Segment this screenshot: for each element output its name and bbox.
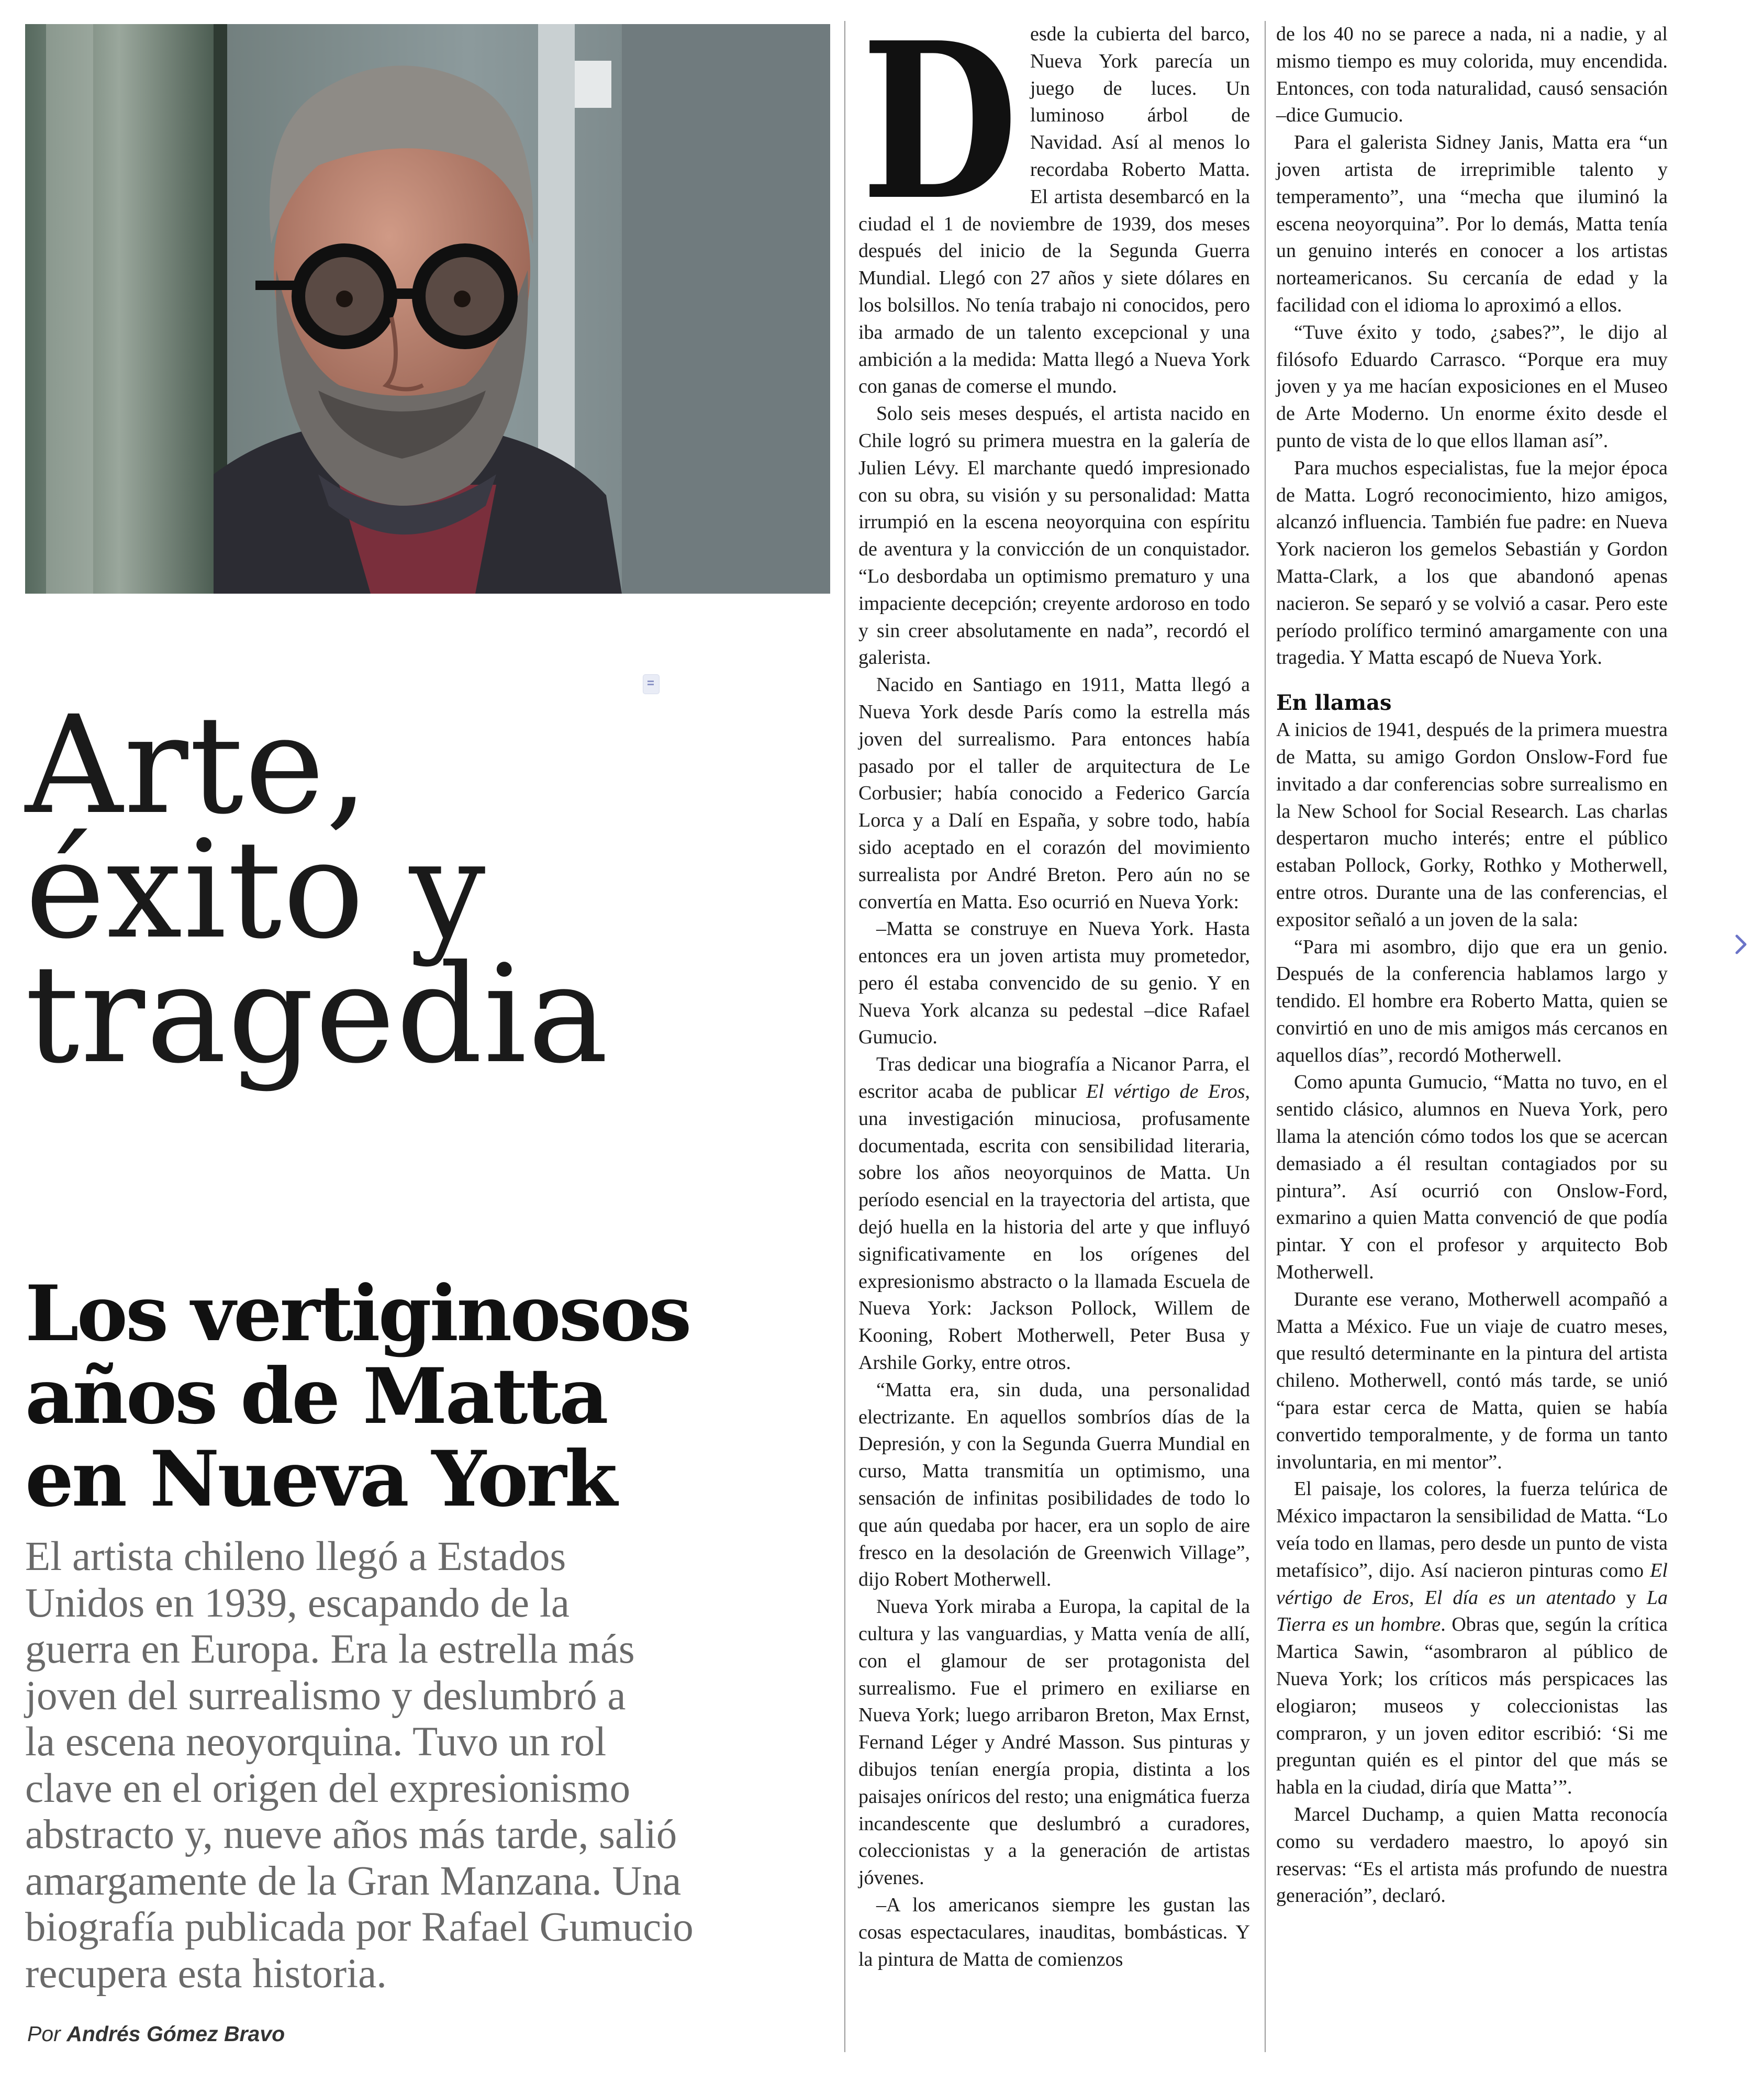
byline-author: Andrés Gómez Bravo [66, 2022, 285, 2046]
artwork-title: El día es un atentado [1424, 1586, 1616, 1609]
text-run: , una investigación minuciosa, profusamente documentada, escrita con sensibilidad literaria, sobre los años neoyorquinos de Matta. Un período esencial en la trayectoria del artista, que dejó huella en la historia del arte y que influyó significativamente en los orígenes del expresionismo abstracto o la llamada Escuela de Nueva York: Jackson Pollock, Willem de Kooning, Robert Motherwell, Peter Busa y Arshile Gorky, entre otros. [858, 1081, 1250, 1374]
next-page-button[interactable] [1727, 931, 1755, 958]
byline [27, 2022, 285, 2046]
lead-line: guerra en Europa. Era la estrella más [25, 1627, 635, 1672]
body-paragraph: “Tuve éxito y todo, ¿sabes?”, le dijo al filósofo Eduardo Carrasco. “Porque era muy joven y ya me hacían exposiciones en el Museo de Arte Moderno. Un enorme éxito desde el punto de vista de lo que ellos llaman así”. [1276, 321, 1668, 452]
body-paragraph: Para el galerista Sidney Janis, Matta era “un joven artista de irreprimible talento y temperamento”, una “mecha que iluminó la escena neoyorquina”. Por lo demás, Matta tenía un genuino interés en conocer a los artistas norteamericanos. Su cercanía de edad y la facilidad con el idioma lo aproximó a ellos. [1276, 131, 1668, 316]
lead-line: abstracto y, nueve años más tarde, salió [25, 1812, 677, 1857]
column-divider [844, 21, 845, 2052]
subheadline-line: en Nueva York [25, 1434, 616, 1524]
column-divider [1265, 21, 1266, 2052]
body-paragraph: Durante ese verano, Motherwell acompañó a Matta a México. Fue un viaje de cuatro meses, que resultó determinante en la pintura del artista chileno. Motherwell, contó más tarde, se unió “para estar cerca de Matta, quien se había convertido temporalmente, y de forma un tanto involuntaria, en mi mentor”. [1276, 1288, 1668, 1473]
text-run: Tras dedicar una biografía a Nicanor Parra, el escritor acaba de publicar [858, 1053, 1250, 1103]
body-column-1 [858, 21, 1250, 1973]
body-paragraph: esde la cubierta del barco, Nueva York parecía un juego de luces. Un luminoso árbol de Navidad. Así al menos lo recordaba Roberto Matta. El artista desembarcó en la ciudad el 1 de noviembre de 1939, dos meses después del inicio de la Segunda Guerra Mundial. Llegó con 27 años y siete dólares en los bolsillos. No tenía trabajo ni conocidos, pero iba armado de un talento excepcional y una ambición a la medida: Matta llegó a Nueva York con ganas de comerse el mundo. [858, 23, 1250, 398]
body-paragraph: Solo seis meses después, el artista nacido en Chile logró su primera muestra en la galería de Julien Lévy. El marchante quedó impresionado con su obra, su visión y su personalidad: Matta irrumpió en la escena neoyorquina con espíritu de aventura y la convicción de un conquistador. “Lo desbordaba un optimismo prematuro y una impaciente decepción; creyente ardoroso en todo y sin creer absolutamente en nada”, recordó el galerista. [858, 403, 1250, 669]
text-run: . Obras que, según la crítica Martica Sawin, “asombraron al público de Nueva York; los críticos más perspicaces las elogiaron; museos y coleccionistas las compraron, y un joven editor escribió: ‘Si me preguntan quién es el pintor del que más se habla en la ciudad, diría que Matta’”. [1276, 1613, 1668, 1799]
headline-line: tragedia [25, 935, 610, 1093]
subheadline-line: Los vertiginosos [25, 1269, 690, 1359]
headline [25, 686, 831, 1093]
body-paragraph [1276, 1476, 1668, 1801]
section-title: En llamas [1276, 690, 1392, 716]
subheadline [25, 1269, 831, 1524]
body-paragraph: A inicios de 1941, después de la primera muestra de Matta, su amigo Gordon Onslow-Ford fue invitado a dar conferencias sobre surrealismo en la New School for Social Research. Las charlas despertaron mucho interés; entre el público estaban Pollock, Gorky, Rothko y Motherwell, entre otros. Durante una de las conferencias, el expositor señaló a un joven de la sala: [1276, 719, 1668, 931]
text-run: El paisaje, los colores, la fuerza telúrica de México impactaron la sensibilidad de Matta. “Lo veía todo en llamas, pero desde un punto de vista metafísico”, dijo. Así nacieron pinturas como [1276, 1478, 1668, 1581]
artwork-title: El vértigo de Eros [1276, 1559, 1668, 1609]
lead-line: Unidos en 1939, escapando de la [25, 1580, 570, 1626]
headline-line: éxito y [25, 811, 487, 968]
body-paragraph: Nueva York miraba a Europa, la capital de la cultura y las vanguardias, y Matta venía de allí, con el glamour de ser protagonista del surrealismo. Fue el primero en exiliarse en Nueva York; luego arribaron Breton, Max Ernst, Fernand Léger y André Masson. Sus pinturas y dibujos tenían energía propia, distinta a los paisajes oníricos del resto; una enigmática fuerza incandescente que deslumbró a curadores, coleccionistas y a la generación de artistas jóvenes. [858, 1596, 1250, 1889]
text-run: , [1409, 1586, 1425, 1609]
headline-line: Arte, [25, 686, 370, 844]
body-paragraph: –Matta se construye en Nueva York. Hasta entonces era un joven artista muy prometedor, pero él estaba convencido de su genio. Y en Nueva York alcanza su pedestal –dice Rafael Gumucio. [858, 918, 1250, 1049]
body-paragraph: Nacido en Santiago en 1911, Matta llegó a Nueva York desde París como la estrella más joven del surrealismo. Para entonces había pasado por el taller de arquitectura de Le Corbusier; había conocido a Federico García Lorca y a Dalí en España, y sobre todo, había sido aceptado en el corazón del movimiento surrealista por André Breton. Pero aún no se convertía en Matta. Eso ocurrió en Nueva York: [858, 674, 1250, 913]
lead-line: clave en el origen del expresionismo [25, 1765, 631, 1811]
body-paragraph: –A los americanos siempre les gustan las cosas espectaculares, inauditas, bombásticas. Y la pintura de Matta de comienzos [858, 1893, 1250, 1970]
drop-cap [858, 30, 1021, 203]
byline-prefix: Por [27, 2022, 61, 2046]
body-column-2 [1276, 21, 1668, 1910]
artwork-title: La Tierra es un hombre [1276, 1586, 1668, 1636]
lead-line: biografía publicada por Rafael Gumucio [25, 1904, 694, 1950]
article-photo [25, 24, 830, 594]
body-paragraph: “Matta era, sin duda, una personalidad electrizante. En aquellos sombríos días de la Depresión, y con la Segunda Guerra Mundial en curso, Matta transmitía un optimismo, una sensación de infinitas posibilidades de todo lo que aún quedaba por hacer, era un soplo de aire fresco en la desolación de Greenwich Village”, dijo Robert Motherwell. [858, 1378, 1250, 1591]
portrait-illustration [25, 24, 830, 594]
body-paragraph [858, 1051, 1250, 1377]
lead-line: amargamente de la Gran Manzana. Una [25, 1858, 682, 1904]
lead-line: la escena neoyorquina. Tuvo un rol [25, 1719, 607, 1765]
body-paragraph: Para muchos especialistas, fue la mejor época de Matta. Logró reconocimiento, hizo amigos, alcanzó influencia. También fue padre: en Nueva York nacieron los gemelos Sebastián y Gordon Matta-Clark, a los que abandonó apenas nacieron. Se separó y se volvió a casar. Pero este período prolífico terminó amargamente con una tragedia. Y Matta escapó de Nueva York. [1276, 456, 1668, 669]
subheadline-line: años de Matta [25, 1352, 607, 1442]
body-paragraph: Marcel Duchamp, a quien Matta reconocía como su verdadero maestro, lo apoyó sin reservas: “Es el artista más profundo de nuestra generación”, declaró. [1276, 1803, 1668, 1907]
annotation-marker[interactable] [643, 674, 660, 694]
body-paragraph: Como apunta Gumucio, “Matta no tuvo, en el sentido clásico, alumnos en Nueva York, pero llama la atención cómo todos los que se acercan demasiado a él resultan contagiados por su pintura”. Así ocurrió con Onslow-Ford, exmarino a quien Matta convenció de que podía pintar. Y con el profesor y arquitecto Bob Motherwell. [1276, 1071, 1668, 1284]
body-paragraph: “Para mi asombro, dijo que era un genio. Después de la conferencia hablamos largo y tendido. El hombre era Roberto Matta, quien se convirtió en uno de mis amigos más cercanos en aquellos días”, recordó Motherwell. [1276, 935, 1668, 1066]
lead-paragraph [25, 1534, 821, 1997]
chevron-right-icon [1727, 931, 1755, 958]
drop-cap-letter: D [861, 30, 1018, 203]
book-title: El vértigo de Eros [1086, 1081, 1245, 1103]
lead-line: recupera esta historia. [25, 1951, 387, 1997]
lead-line: El artista chileno llegó a Estados [25, 1534, 566, 1579]
lead-line: joven del surrealismo y deslumbró a [25, 1673, 626, 1719]
body-paragraph: de los 40 no se parece a nada, ni a nadie, y al mismo tiempo es muy colorida, muy encendida. Entonces, con toda naturalidad, causó sensación –dice Gumucio. [1276, 23, 1668, 127]
text-run: y [1615, 1586, 1647, 1609]
